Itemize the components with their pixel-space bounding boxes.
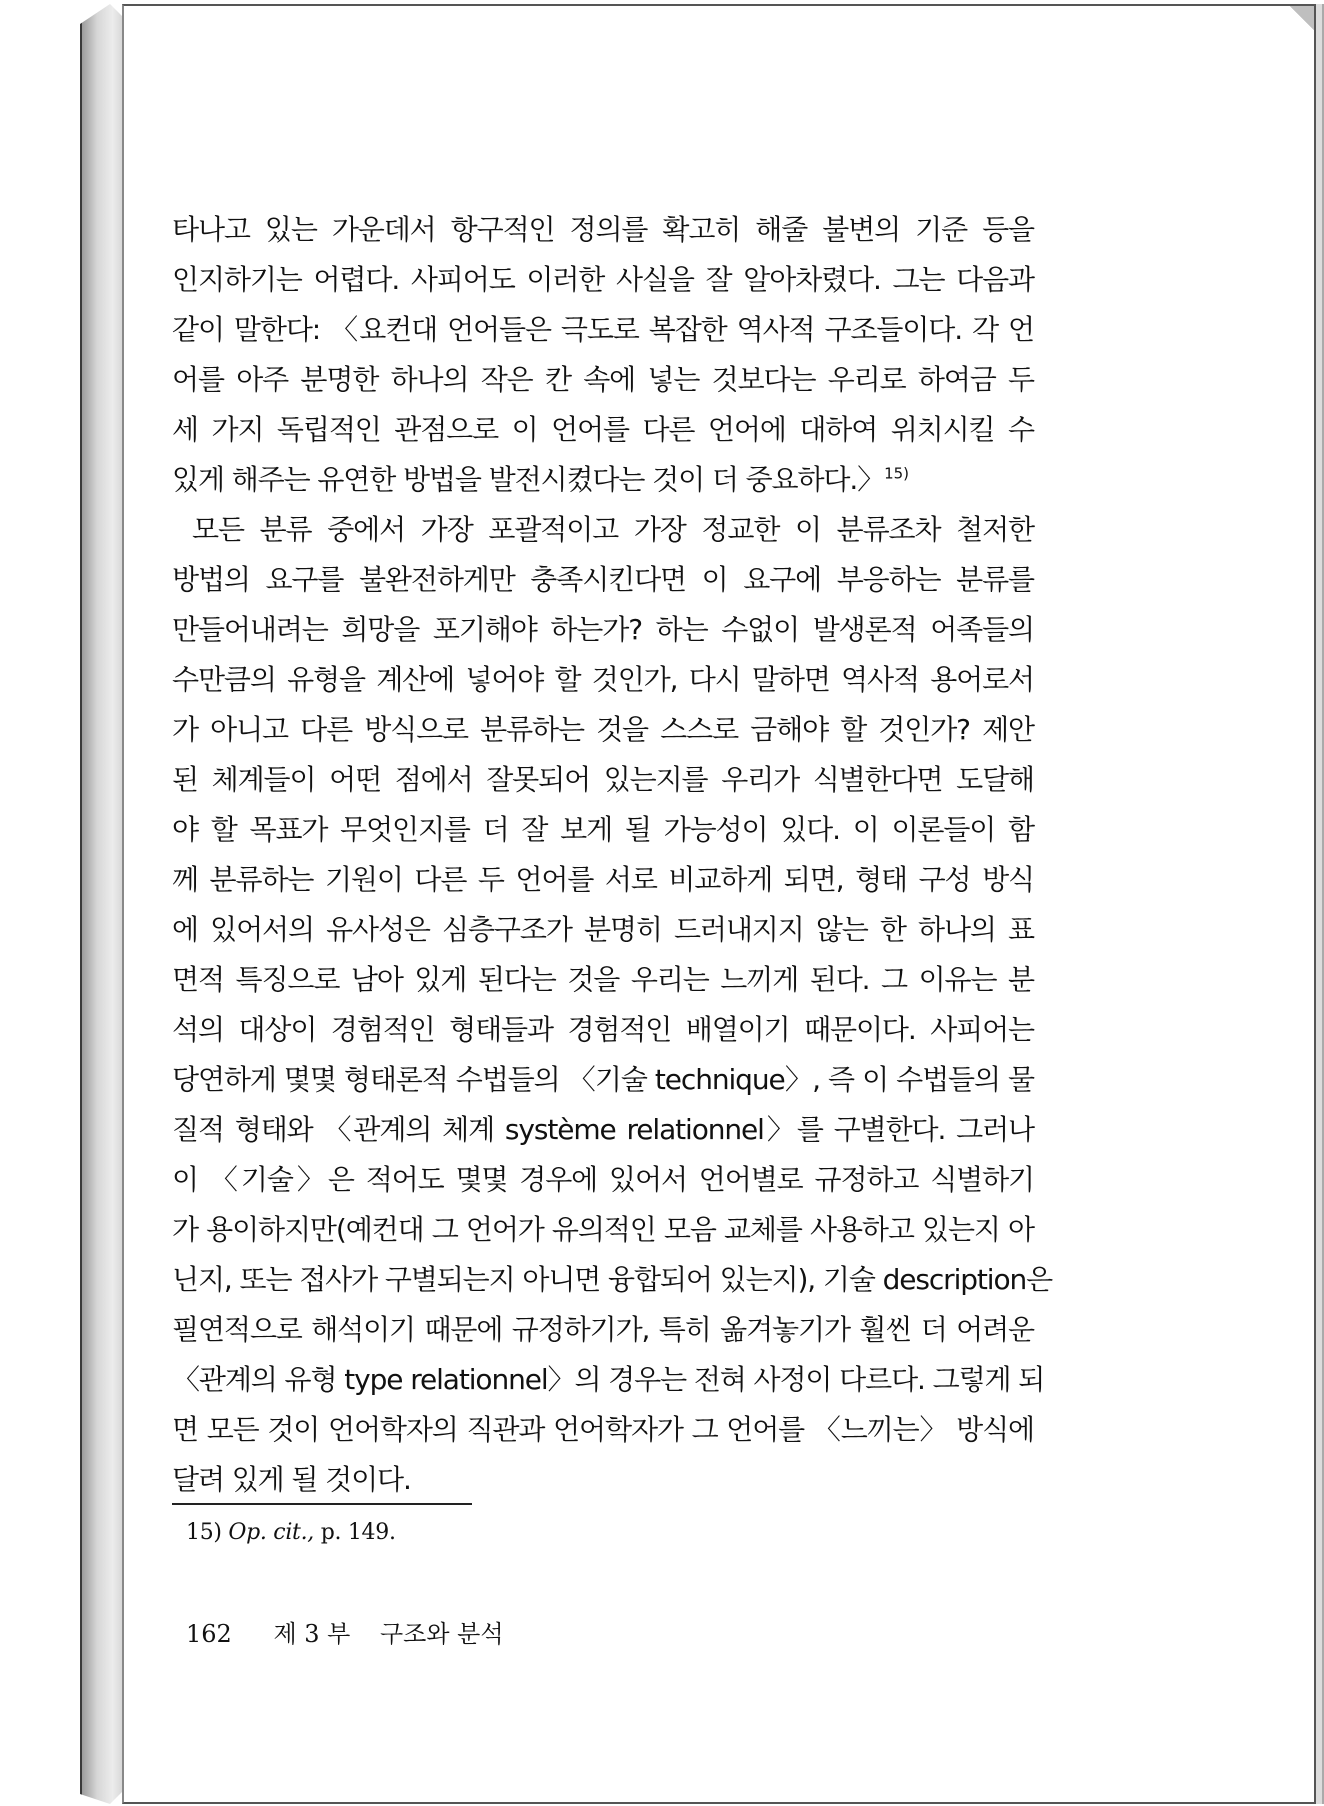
text-line: 당연하게 몇몇 형태론적 수법들의 〈기술 technique〉, 즉 이 수법들의 물 [172,1063,1034,1096]
text-line: 어를 아주 분명한 하나의 작은 칸 속에 넣는 것보다는 우리로 하여금 두 [172,363,1034,396]
body-text [172,205,1053,1505]
text-line: 석의 대상이 경험적인 형태들과 경험적인 배열이기 때문이다. 사피어는 [172,1013,1034,1046]
text-line: 가 용이하지만(예컨대 그 언어가 유의적인 모음 교체를 사용하고 있는지 아 [172,1213,1034,1246]
text-line: 면적 특징으로 남아 있게 된다는 것을 우리는 느끼게 된다. 그 이유는 분 [172,963,1034,996]
text-line: 세 가지 독립적인 관점으로 이 언어를 다른 언어에 대하여 위치시킬 수 [172,413,1034,446]
text-line: 가 아니고 다른 방식으로 분류하는 것을 스스로 금해야 할 것인가? 제안 [172,713,1034,746]
footnote-number: 15) [186,1520,222,1545]
book-spine-edge [80,4,126,1804]
footnote-divider [172,1503,472,1505]
text-line: 인지하기는 어렵다. 사피어도 이러한 사실을 잘 알아차렸다. 그는 다음과 [172,263,1034,296]
text-line: 질적 형태와 〈관계의 체계 système relationnel〉를 구별한다. 그러나 [172,1113,1034,1146]
text-line: 같이 말한다: 〈요컨대 언어들은 극도로 복잡한 역사적 구조들이다. 각 언 [172,313,1034,346]
footnote-source: Op. cit., [228,1520,314,1545]
text-line: 타나고 있는 가운데서 항구적인 정의를 확고히 해줄 불변의 기준 등을 [172,213,1034,246]
part-label: 제 3 부 [273,1620,351,1648]
text-line: 만들어내려는 희망을 포기해야 하는가? 하는 수없이 발생론적 어족들의 [172,613,1034,646]
text-line: 야 할 목표가 무엇인지를 더 잘 보게 될 가능성이 있다. 이 이론들이 함 [172,813,1034,846]
page-corner [1290,6,1314,30]
section-title: 구조와 분석 [380,1620,504,1648]
footnote-page: p. 149. [320,1520,396,1545]
page-number: 162 [186,1620,232,1648]
text-line: 이 〈기술〉은 적어도 몇몇 경우에 있어서 언어별로 규정하고 식별하기 [172,1163,1034,1196]
text-line: 에 있어서의 유사성은 심층구조가 분명히 드러내지지 않는 한 하나의 표 [172,913,1034,946]
text-line: 〈관계의 유형 type relationnel〉의 경우는 전혀 사정이 다르다. 그렇게 되 [172,1363,1045,1396]
text-line: 모든 분류 중에서 가장 포괄적이고 가장 정교한 이 분류조차 철저한 [192,513,1034,546]
text-line: 수만큼의 유형을 계산에 넣어야 할 것인가, 다시 말하면 역사적 용어로서 [172,663,1034,696]
text-line: 닌지, 또는 접사가 구별되는지 아니면 융합되어 있는지), 기술 description은 [172,1263,1053,1296]
footnote-marker[interactable]: 15) [884,464,910,483]
text-line: 된 체계들이 어떤 점에서 잘못되어 있는지를 우리가 식별한다면 도달해 [172,763,1034,796]
text-line: 필연적으로 해석이기 때문에 규정하기가, 특히 옮겨놓기가 훨씬 더 어려운 [172,1313,1034,1346]
running-footer [186,1614,504,1649]
text-line: 있게 해주는 유연한 방법을 발전시켰다는 것이 더 중요하다.〉 [172,463,885,496]
footnote [186,1520,396,1545]
text-line: 면 모든 것이 언어학자의 직관과 언어학자가 그 언어를 〈느끼는〉 방식에 [172,1413,1034,1446]
text-line-with-footnote [172,455,1034,505]
text-line: 방법의 요구를 불완전하게만 충족시킨다면 이 요구에 부응하는 분류를 [172,563,1034,596]
text-line: 께 분류하는 기원이 다른 두 언어를 서로 비교하게 되면, 형태 구성 방식 [172,863,1034,896]
text-line: 달려 있게 될 것이다. [172,1463,411,1496]
